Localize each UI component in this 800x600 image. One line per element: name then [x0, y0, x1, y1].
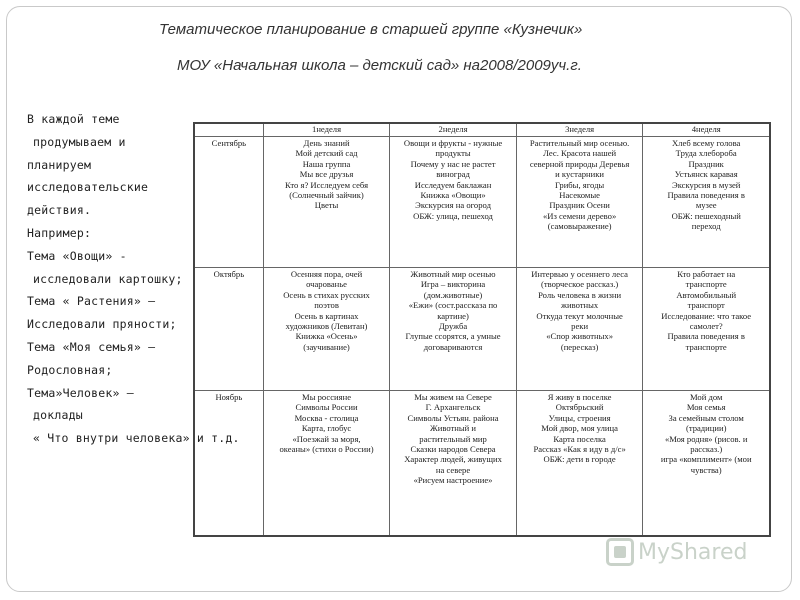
cell-line: Насекомые	[559, 190, 600, 201]
cell-line: переход	[691, 221, 721, 232]
cell-line: Мы россияне	[302, 392, 352, 402]
cell-line: Труда хлебороба	[675, 148, 737, 159]
cell-line: животных	[561, 300, 599, 311]
week-cell	[263, 268, 389, 391]
cell-line: Правила поведения в	[667, 190, 745, 201]
week-cell	[263, 391, 389, 537]
left-text-line: Родословная;	[27, 362, 113, 377]
left-text-line: планируем	[27, 157, 92, 172]
cell-line: чувства)	[690, 464, 722, 475]
cell-line: Осенняя пора, очей	[290, 269, 363, 279]
left-text-line: доклады	[33, 408, 83, 423]
cell-line: реки	[571, 321, 589, 332]
cell-line: Улицы, строения	[548, 412, 611, 423]
cell-line: северной природы Деревья	[529, 158, 630, 169]
cell-line: транспорте	[685, 341, 727, 352]
cell-line: ОБЖ: пешеходный	[671, 210, 741, 221]
week-cell	[390, 391, 517, 537]
table-row	[194, 137, 770, 268]
cell-line: растительный мир	[419, 433, 487, 444]
cell-line: Праздник	[688, 158, 724, 169]
cell-line: «Поезжай за моря,	[292, 433, 361, 444]
cell-line: Мы все друзья	[299, 169, 354, 180]
cell-line: Характер людей, живущих	[404, 454, 502, 465]
cell-line: (дом.животные)	[423, 289, 483, 300]
table-header-cell	[194, 123, 263, 137]
cell-line: Осень в стихах русских	[283, 289, 370, 300]
cell-line: на севере	[435, 464, 471, 475]
left-text-line: действия.	[27, 203, 92, 218]
cell-line: Устьянск каравая	[674, 169, 738, 180]
cell-line: Дружба	[438, 321, 468, 332]
page-title: Тематическое планирование в старшей группе «Кузнечик»	[159, 21, 583, 38]
cell-line: (творческое рассказ.)	[540, 279, 619, 290]
left-text-line: исследовательские	[27, 180, 149, 195]
watermark-text: MyShared	[638, 539, 748, 565]
cell-line: (самовыражение)	[547, 221, 612, 232]
cell-line: Хлеб всему голова	[672, 138, 741, 148]
cell-line: транспорте	[685, 279, 727, 290]
cell-line: продукты	[435, 148, 471, 159]
cell-line: Книжка «Овощи»	[420, 190, 486, 201]
cell-line: картине)	[437, 310, 469, 321]
week-cell	[516, 268, 643, 391]
cell-line: (заучивание)	[303, 341, 350, 352]
week-cell	[390, 137, 517, 268]
month-cell: Ноябрь	[194, 391, 263, 537]
left-text-line: Например:	[27, 225, 92, 240]
table-header-cell: 1неделя	[263, 123, 389, 137]
left-text-line: Тема « Растения» –	[27, 294, 156, 309]
cell-line: Кто я? Исследуем себя	[285, 179, 369, 190]
cell-line: Роль человека в жизни	[538, 289, 622, 300]
cell-line: Экскурсия на огород	[415, 200, 491, 211]
cell-line: Мы живем на Севере	[414, 392, 492, 402]
left-text-line: В каждой теме	[27, 112, 120, 126]
cell-line: Правила поведения в	[667, 331, 745, 342]
cell-line: музее	[695, 200, 717, 211]
week-cell	[516, 137, 643, 268]
cell-line: поэтов	[314, 300, 339, 311]
left-text-line: Тема «Овощи» -	[27, 248, 127, 263]
planning-table	[193, 122, 771, 537]
week-cell	[263, 137, 389, 268]
cell-line: «Спор животных»	[546, 331, 614, 342]
cell-line: Праздник Осени	[549, 200, 610, 211]
cell-line: художников (Левитан)	[285, 321, 368, 332]
left-text-line: Исследовали пряности;	[27, 317, 177, 332]
cell-line: океаны» (стихи о России)	[279, 444, 374, 455]
cell-line: За семейным столом	[668, 412, 744, 423]
cell-line: (пересказ)	[560, 341, 599, 352]
table-header-cell: 2неделя	[390, 123, 517, 137]
cell-line: День знаний	[303, 138, 350, 148]
cell-line: Символы России	[295, 402, 358, 413]
week-cell	[643, 137, 770, 268]
left-text-line: « Что внутри человека» и т.д.	[33, 431, 240, 446]
cell-line: Моя семья	[686, 402, 726, 413]
cell-line: Октябрьский	[555, 402, 604, 413]
month-cell: Сентябрь	[194, 137, 263, 268]
left-text-line: Тема»Человек» –	[27, 385, 134, 400]
cell-line: «Ежи» (сост.рассказа по	[408, 300, 498, 311]
cell-line: Карта поселка	[553, 433, 606, 444]
cell-line: Исследуем баклажан	[414, 179, 492, 190]
cell-line: (Солнечный зайчик)	[289, 190, 364, 201]
cell-line: договариваются	[423, 341, 483, 352]
cell-line: Москва - столица	[294, 412, 359, 423]
table-row	[194, 268, 770, 391]
cell-line: Животный и	[430, 423, 477, 434]
cell-line: Рассказ «Как я иду в д/с»	[533, 444, 626, 455]
cell-line: Мой двор, моя улица	[541, 423, 618, 434]
week-cell	[516, 391, 643, 537]
cell-line: Исследование: что такое	[661, 310, 752, 321]
cell-line: (традиции)	[685, 423, 727, 434]
cell-line: Лес. Красота нашей	[543, 148, 617, 159]
cell-line: транспорт	[687, 300, 725, 311]
cell-line: Почему у нас не растет	[410, 158, 496, 169]
month-cell: Октябрь	[194, 268, 263, 391]
cell-line: «Рисуем настроение»	[413, 475, 493, 486]
cell-line: Экскурсия в музей	[672, 179, 741, 190]
cell-line: Я живу в поселке	[547, 392, 612, 402]
cell-line: Г. Архангельск	[425, 402, 481, 413]
cell-line: Растительный мир осенью.	[529, 138, 630, 148]
cell-line: Книжка «Осень»	[295, 331, 358, 342]
week-cell	[390, 268, 517, 391]
cell-line: Символы Устьян. района	[407, 412, 499, 423]
cell-line: игра «комплимент» (мои	[660, 454, 752, 465]
cell-line: Глупые ссорятся, а умные	[405, 331, 501, 342]
cell-line: и кустарники	[555, 169, 605, 180]
cell-line: Карта, глобус	[301, 423, 352, 434]
cell-line: Грибы, ягоды	[554, 179, 605, 190]
week-cell	[643, 391, 770, 537]
cell-line: виноград	[436, 169, 470, 180]
cell-line: Мой детский сад	[295, 148, 358, 159]
week-cell	[643, 268, 770, 391]
cell-line: Автомобильный	[676, 289, 737, 300]
cell-line: самолет?	[689, 321, 723, 332]
cell-line: Сказки народов Севера	[410, 444, 496, 455]
left-text-line: продумываем и	[33, 134, 126, 149]
cell-line: «Из семени дерево»	[542, 210, 617, 221]
cell-line: Наша группа	[302, 158, 351, 169]
cell-line: Цветы	[314, 200, 339, 211]
left-text-line: Тема «Моя семья» –	[27, 339, 156, 354]
cell-line: Осень в картинах	[294, 310, 359, 321]
presentation-icon	[606, 538, 634, 566]
table-header-cell: 3неделя	[516, 123, 643, 137]
table-row	[194, 391, 770, 537]
page-subtitle: МОУ «Начальная школа – детский сад» на2008/2009уч.г.	[177, 57, 582, 74]
cell-line: Откуда текут молочные	[536, 310, 623, 321]
cell-line: «Моя родня» (рисов. и	[664, 433, 748, 444]
cell-line: Кто работает на	[677, 269, 736, 279]
cell-line: Мой дом	[689, 392, 723, 402]
cell-line: Интервью у осеннего леса	[531, 269, 628, 279]
table-header-cell: 4неделя	[643, 123, 770, 137]
cell-line: рассказ.)	[690, 444, 723, 455]
table-header-row	[194, 123, 770, 137]
watermark-logo	[606, 538, 747, 566]
left-text-line: исследовали картошку;	[33, 271, 183, 286]
cell-line: ОБЖ: дети в городе	[543, 454, 616, 465]
cell-line: очарованье	[306, 279, 347, 290]
cell-line: Игра – викторина	[420, 279, 486, 290]
cell-line: Овощи и фрукты - нужные	[403, 138, 503, 148]
cell-line: ОБЖ: улица, пешеход	[413, 210, 493, 221]
cell-line: Животный мир осенью	[410, 269, 496, 279]
